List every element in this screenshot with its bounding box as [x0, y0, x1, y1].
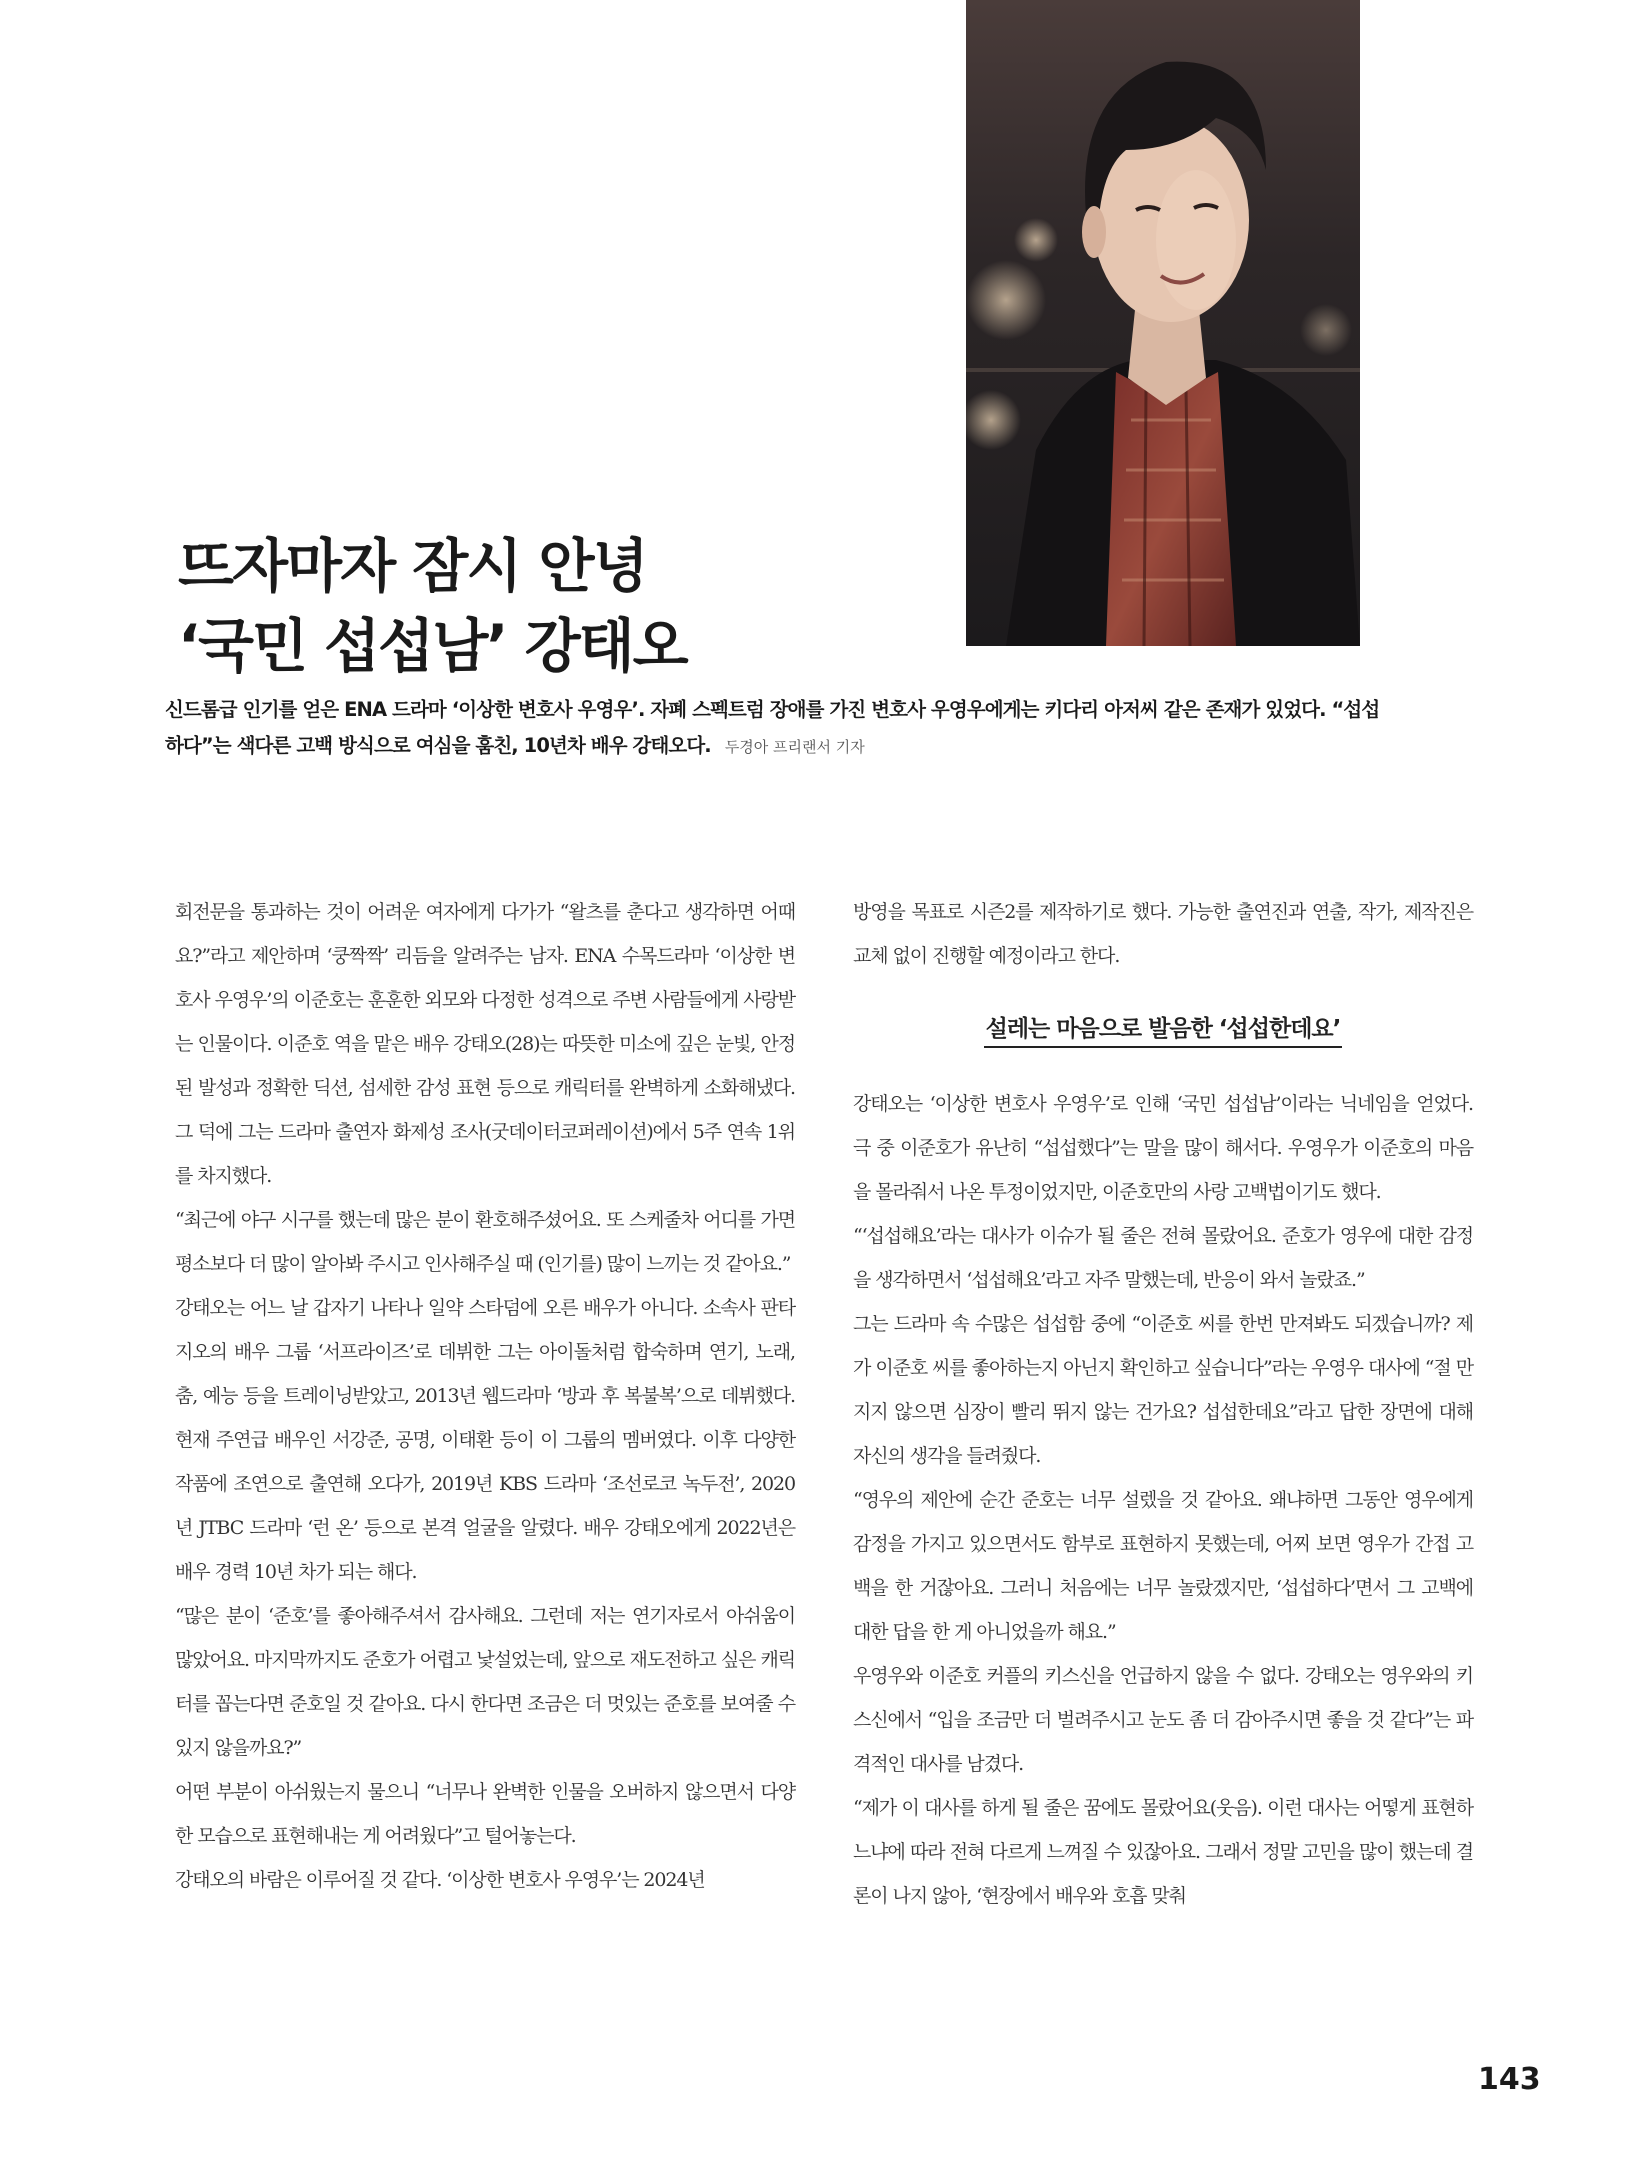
paragraph: “최근에 야구 시구를 했는데 많은 분이 환호해주셨어요. 또 스케줄차 어디를 가면 평소보다 더 많이 알아봐 주시고 인사해주실 때 (인기를) 많이 느끼는 것 같아요.” [175, 1209, 795, 1275]
headline-line-2: ‘국민 섭섭남’ 강태오 [178, 612, 687, 680]
paragraph: 어떤 부분이 아쉬웠는지 물으니 “너무나 완벽한 인물을 오버하지 않으면서 다양한 모습으로 표현해내는 게 어려웠다”고 털어놓는다. [175, 1781, 795, 1847]
paragraph: 우영우와 이준호 커플의 키스신을 언급하지 않을 수 없다. 강태오는 영우와의 키스신에서 “입을 조금만 더 벌려주시고 눈도 좀 더 감아주시면 좋을 것 같다”는 파격적인 대사를 남겼다. [853, 1665, 1473, 1775]
paragraph: “제가 이 대사를 하게 될 줄은 꿈에도 몰랐어요(웃음). 이런 대사는 어떻게 표현하느냐에 따라 전혀 다르게 느껴질 수 있잖아요. 그래서 정말 고민을 많이 했는데 결론이 나지 않아, ‘현장에서 배우와 호흡 맞춰 [853, 1797, 1473, 1907]
paragraph: “많은 분이 ‘준호’를 좋아해주셔서 감사해요. 그런데 저는 연기자로서 아쉬움이 많았어요. 마지막까지도 준호가 어렵고 낯설었는데, 앞으로 재도전하고 싶은 캐릭터를 꼽는다면 준호일 것 같아요. 다시 한다면 조금은 더 멋있는 준호를 보여줄 수 있지 않을까요?” [175, 1605, 795, 1759]
byline: 두경아 프리랜서 기자 [724, 738, 865, 756]
portrait-photo [966, 0, 1360, 646]
paragraph: 회전문을 통과하는 것이 어려운 여자에게 다가가 “왈츠를 춘다고 생각하면 어때요?”라고 제안하며 ‘쿵짝짝’ 리듬을 알려주는 남자. ENA 수목드라마 ‘이상한 변호사 우영우’의 이준호는 훈훈한 외모와 다정한 성격으로 주변 사람들에게 사랑받는 인물이다. 이준호 역을 맡은 배우 강태오(28)는 따뜻한 미소에 깊은 눈빛, 안정된 발성과 정확한 딕션, 섬세한 감성 표현 등으로 캐릭터를 완벽하게 소화해냈다. 그 덕에 그는 드라마 출연자 화제성 조사(굿데이터코퍼레이션)에서 5주 연속 1위를 차지했다. [175, 901, 795, 1187]
headline-line-1: 뜨자마자 잠시 안녕 [178, 532, 647, 600]
paragraph: “‘섭섭해요’라는 대사가 이슈가 될 줄은 전혀 몰랐어요. 준호가 영우에 대한 감정을 생각하면서 ‘섭섭해요’라고 자주 말했는데, 반응이 와서 놀랐죠.” [853, 1225, 1473, 1291]
paragraph: 방영을 목표로 시즌2를 제작하기로 했다. 가능한 출연진과 연출, 작가, 제작진은 교체 없이 진행할 예정이라고 한다. [853, 901, 1473, 967]
page-number: 143 [1478, 2062, 1541, 2097]
paragraph: “영우의 제안에 순간 준호는 너무 설렜을 것 같아요. 왜냐하면 그동안 영우에게 감정을 가지고 있으면서도 함부로 표현하지 못했는데, 어찌 보면 영우가 간접 고백을 한 거잖아요. 그러니 처음에는 너무 놀랐겠지만, ‘섭섭하다’면서 그 고백에 대한 답을 한 게 아니었을까 해요.” [853, 1489, 1473, 1643]
paragraph: 강태오의 바람은 이루어질 것 같다. ‘이상한 변호사 우영우’는 2024년 [175, 1869, 705, 1891]
left-column [175, 890, 795, 1902]
paragraph: 강태오는 어느 날 갑자기 나타나 일약 스타덤에 오른 배우가 아니다. 소속사 판타지오의 배우 그룹 ‘서프라이즈’로 데뷔한 그는 아이돌처럼 합숙하며 연기, 노래, 춤, 예능 등을 트레이닝받았고, 2013년 웹드라마 ‘방과 후 복불복’으로 데뷔했다. 현재 주연급 배우인 서강준, 공명, 이태환 등이 이 그룹의 멤버였다. 이후 다양한 작품에 조연으로 출연해 오다가, 2019년 KBS 드라마 ‘조선로코 녹두전’, 2020년 JTBC 드라마 ‘런 온’ 등으로 본격 얼굴을 알렸다. 배우 강태오에게 2022년은 배우 경력 10년 차가 되는 해다. [175, 1297, 795, 1583]
section-subhead [853, 1012, 1473, 1046]
headline [178, 526, 938, 686]
right-column [853, 890, 1473, 1918]
paragraph: 그는 드라마 속 수많은 섭섭함 중에 “이준호 씨를 한번 만져봐도 되겠습니까? 제가 이준호 씨를 좋아하는지 아닌지 확인하고 싶습니다”라는 우영우 대사에 “절 만지지 않으면 심장이 빨리 뛰지 않는 건가요? 섭섭한데요”라고 답한 장면에 대해 자신의 생각을 들려줬다. [853, 1313, 1473, 1467]
section-subhead-text: 설레는 마음으로 발음한 ‘섭섭한데요’ [984, 1016, 1343, 1048]
lede-text: 신드롬급 인기를 얻은 ENA 드라마 ‘이상한 변호사 우영우’. 자폐 스펙트럼 장애를 가진 변호사 우영우에게는 키다리 아저씨 같은 존재가 있었다. “섭섭하다”는 색다른 고백 방식으로 여심을 훔친, 10년차 배우 강태오다. [165, 698, 1380, 757]
lede [165, 692, 1395, 765]
paragraph: 강태오는 ‘이상한 변호사 우영우’로 인해 ‘국민 섭섭남’이라는 닉네임을 얻었다. 극 중 이준호가 유난히 “섭섭했다”는 말을 많이 해서다. 우영우가 이준호의 마음을 몰라줘서 나온 투정이었지만, 이준호만의 사랑 고백법이기도 했다. [853, 1093, 1473, 1203]
